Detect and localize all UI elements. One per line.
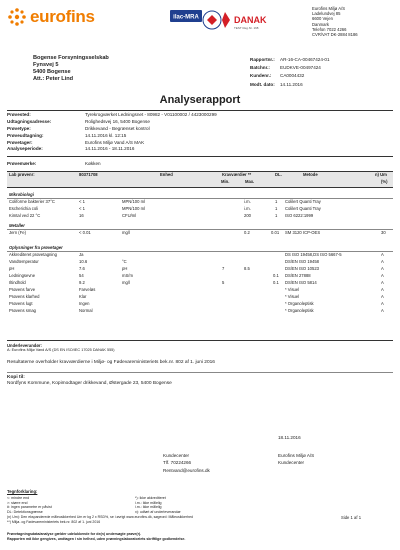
sample-info-label: Analyseperiode: bbox=[7, 146, 43, 152]
legend-item: >: større end bbox=[7, 500, 28, 505]
eurofins-logo-icon bbox=[6, 6, 28, 28]
cell-name: Iltindhold bbox=[9, 280, 26, 285]
sample-mark-value: Køkken bbox=[85, 161, 101, 166]
cell-value: 7.6 bbox=[79, 266, 85, 271]
legend-item: i.m.: ikke målelig bbox=[135, 500, 162, 505]
recipient-street: Fynsvej 5 bbox=[33, 62, 59, 68]
cell-unit: pH bbox=[122, 266, 128, 271]
cell-value: 9.2 bbox=[79, 280, 85, 285]
divider bbox=[7, 340, 393, 341]
eurofins-logo bbox=[6, 6, 95, 28]
table-header-row bbox=[7, 172, 393, 178]
header-limits: Kravværdier ** bbox=[222, 172, 252, 177]
meta-row-batch-no bbox=[250, 64, 400, 72]
sample-info-row bbox=[7, 146, 393, 153]
table-row bbox=[7, 287, 393, 293]
cell-name: Prøvens lugt bbox=[9, 301, 33, 306]
cell-um: 30 bbox=[381, 230, 386, 235]
sample-info-value: 14.11.2016 kl. 12:15 bbox=[85, 132, 127, 138]
cell-method: Colilert Quanti Tray bbox=[285, 206, 321, 211]
sample-info-value: Eurofins Miljø Vand A/S MAK bbox=[85, 139, 145, 145]
sample-info-label: Prøvetager: bbox=[7, 139, 33, 145]
cell-name: Coliforme bakterier 37°C bbox=[9, 199, 55, 204]
signature-signer-line: Kundecenter bbox=[278, 460, 305, 466]
address-line: CVR/VAT DK-2884 8186 bbox=[312, 32, 358, 38]
sample-info-value: Drikkevand - Begrænset kontrol bbox=[85, 125, 150, 131]
sample-info-value: Tyrekrogværket Ledningsnet - 80982 - V01100002 / 4423000299 bbox=[85, 112, 217, 117]
table-row bbox=[7, 252, 393, 258]
table-header-row-2 bbox=[7, 179, 393, 185]
cell-value: Ja bbox=[79, 252, 84, 257]
cell-name: pH bbox=[9, 266, 15, 271]
danak-sub-text: TEST Reg.Nr. 168 bbox=[234, 26, 259, 30]
table-row bbox=[7, 230, 393, 236]
legend-n-note: (n) Um): Den ekspanderede måleusikkerhed Um er kg 2 x RSD%, se i øvrigt www.eurofins.dk, søgeord: Måleusikkerhed bbox=[7, 515, 193, 519]
cell-value: 16 bbox=[79, 213, 84, 218]
sample-mark-label: Prøvemærke: bbox=[7, 161, 37, 166]
cell-value: < 0.01 bbox=[79, 230, 91, 235]
address-line: Danmark bbox=[312, 21, 329, 27]
sample-info-row bbox=[7, 126, 393, 133]
cell-value: < 1 bbox=[79, 199, 85, 204]
cell-unit: CFU/ml bbox=[122, 213, 137, 218]
cell-method: * Organoleptisk bbox=[285, 301, 314, 306]
cell-unit: mS/m bbox=[122, 273, 133, 278]
sample-info-row bbox=[7, 112, 393, 119]
section-title-text: Oplysninger fra prøvetager bbox=[9, 245, 63, 250]
meta-value: CA0004432 bbox=[280, 73, 305, 79]
header-max: Max. bbox=[245, 179, 255, 184]
cell-method: DS ISO 19458,DS ISO 5667-5 bbox=[285, 252, 342, 257]
meta-value: AR-16-CA-00467424-01 bbox=[280, 57, 330, 62]
sample-info-label: Udtagningsadresse: bbox=[7, 118, 52, 124]
header-lab-label: Lab prøvenr: bbox=[9, 172, 35, 177]
meta-row-report-no bbox=[250, 56, 400, 64]
table-row bbox=[7, 280, 393, 286]
table-row bbox=[7, 213, 393, 219]
cell-method: DS/EN ISO 19458 bbox=[285, 259, 319, 264]
sample-info bbox=[7, 112, 393, 153]
header-min: Min. bbox=[221, 179, 230, 184]
meta-label: Batchnr.: bbox=[250, 65, 270, 71]
signature-contact bbox=[163, 452, 210, 474]
meta-label: Modt. dato: bbox=[250, 81, 275, 87]
page-number: Side 1 af 1 bbox=[341, 515, 362, 520]
sample-info-label: Prøveudtagning: bbox=[7, 132, 44, 138]
eurofins-logo-text: eurofins bbox=[30, 7, 95, 26]
header-uncert-unit: (%) bbox=[381, 179, 388, 184]
cell-method: * Organoleptisk bbox=[285, 308, 314, 313]
cell-method: ISO 6222:1999 bbox=[285, 213, 314, 218]
cell-value: Ingen bbox=[79, 301, 90, 306]
divider bbox=[7, 187, 393, 188]
meta-row-customer-no bbox=[250, 72, 400, 80]
copy-title: Kopi til: bbox=[7, 375, 25, 380]
sample-info-row bbox=[7, 133, 393, 140]
legend-item: #: ingen parametre er påvist bbox=[7, 505, 52, 510]
cell-method: Colilert Quanti Tray bbox=[285, 199, 321, 204]
address-line: 6600 Vejen bbox=[312, 16, 333, 22]
cell-um: A bbox=[381, 287, 384, 292]
header-method: Metode bbox=[303, 172, 318, 177]
cell-max: i.m. bbox=[244, 199, 251, 204]
meta-label: Kundenr.: bbox=[250, 73, 272, 79]
cell-dl: 1 bbox=[275, 199, 278, 204]
subcontractor-text: A: Eurofins Miljø Vand A/S (DS EN ISO/IEC 17025 DANAK 555) bbox=[7, 348, 115, 353]
cell-name: Akkrediteret prøvetagning bbox=[9, 252, 57, 257]
table-row bbox=[7, 273, 393, 279]
cell-value: Klar bbox=[79, 294, 87, 299]
table-row bbox=[7, 199, 393, 205]
table-row bbox=[7, 266, 393, 272]
company-address bbox=[312, 6, 358, 37]
legend-item: *): ikke akkrediteret bbox=[135, 496, 166, 500]
legend-title: Tegnforklaring: bbox=[7, 489, 38, 494]
recipient-att: Att.: Peter Lind bbox=[33, 76, 74, 82]
cell-dl: 1 bbox=[275, 213, 278, 218]
cell-value: Normal bbox=[79, 308, 93, 313]
sample-mark-row bbox=[7, 161, 393, 168]
section-title-text: Mikrobiologi bbox=[9, 192, 34, 197]
signature-date: 18.11.2016 bbox=[278, 435, 301, 440]
accreditation-logos bbox=[170, 8, 270, 37]
cell-max: 0.2 bbox=[244, 230, 250, 235]
cell-um: A bbox=[381, 280, 384, 285]
cell-method: * Visuel bbox=[285, 287, 300, 292]
cell-value: 10.6 bbox=[79, 259, 88, 264]
sample-info-label: Prøvetype: bbox=[7, 125, 31, 131]
cell-name: Kimtal ved 22 °C bbox=[9, 213, 41, 218]
cell-value: Farveløs bbox=[79, 287, 96, 292]
address-line: Eurofins Miljø A/S bbox=[312, 6, 346, 11]
cell-value: < 1 bbox=[79, 206, 85, 211]
subcontractor-title: Underleverandør: bbox=[7, 343, 42, 348]
recipient-city: 5400 Bogense bbox=[33, 69, 71, 75]
legend-left bbox=[7, 496, 52, 514]
cell-um: A bbox=[381, 252, 384, 257]
cell-um: A bbox=[381, 259, 384, 264]
cell-name: Escherichia coli bbox=[9, 206, 39, 211]
cell-dl: 0.1 bbox=[273, 273, 279, 278]
cell-name: Vandtemperatur bbox=[9, 259, 39, 264]
address-line: Telefon 7022 4266 bbox=[312, 26, 347, 32]
divider bbox=[7, 110, 393, 111]
legend-item: DL: Detektionsgrænse bbox=[7, 509, 43, 514]
header-lab-value: 80371708 bbox=[79, 172, 98, 177]
table-row bbox=[7, 308, 393, 314]
legend-right bbox=[135, 496, 181, 514]
sample-info-value: Rolighedsvej 16, 5400 Bogense bbox=[85, 118, 150, 124]
legend-item: x): udført af underleverandør bbox=[135, 509, 181, 514]
footer-line: Prøvetagningsdata/analyse gælder udelukkende for de(n) undersøgte prøve(r). bbox=[7, 532, 142, 536]
cell-method: * Visuel bbox=[285, 294, 300, 299]
signature-signer-line: Eurofins Miljø A/S bbox=[278, 453, 315, 458]
cell-max: 8.5 bbox=[244, 266, 250, 271]
cell-unit: °C bbox=[122, 259, 127, 264]
meta-label: Rapportnr.: bbox=[250, 57, 275, 62]
header-uncert: n) Um bbox=[375, 172, 387, 177]
table-row bbox=[7, 301, 393, 307]
cell-dl: 0.1 bbox=[273, 280, 279, 285]
cell-value: 54 bbox=[79, 273, 84, 278]
cell-dl: 1 bbox=[275, 206, 278, 211]
cell-unit: mg/l bbox=[122, 280, 130, 285]
table-row bbox=[7, 294, 393, 300]
report-meta bbox=[250, 56, 400, 89]
cell-min: 5 bbox=[222, 280, 225, 285]
accreditation-icon bbox=[170, 8, 270, 32]
cell-name: Jern (Fe) bbox=[9, 230, 26, 235]
table-row bbox=[7, 259, 393, 265]
cell-max: i.m. bbox=[244, 206, 251, 211]
legend-k-note: **) Miljø- og Fødevareministeriets bek.nr. 802 af 1. juni 2016 bbox=[7, 519, 101, 524]
cell-method: SM 3120 ICP-OES bbox=[285, 230, 321, 235]
sample-info-row bbox=[7, 119, 393, 126]
cell-name: Prøvens smag bbox=[9, 308, 36, 313]
cell-um: A bbox=[381, 266, 384, 271]
sample-info-label: Prøvested: bbox=[7, 112, 31, 117]
legend-item: <: mindre end bbox=[7, 496, 30, 500]
cell-unit: MPN/100 ml bbox=[122, 206, 146, 211]
footer-line: Rapporten må ikke gengives, undtagen i sin helhed, uden prøvningslaboratoriets skriftlige godkendelse. bbox=[7, 536, 186, 541]
cell-um: A bbox=[381, 301, 384, 306]
cell-name: Prøvens farve bbox=[9, 287, 36, 292]
signature-contact-line: Kundecenter bbox=[163, 453, 190, 458]
cell-um: A bbox=[381, 273, 384, 278]
danak-mark-text: DANAK bbox=[234, 15, 267, 25]
footer bbox=[7, 532, 185, 542]
subcontractor-block bbox=[7, 343, 115, 353]
meta-value: EUDKVE-00497424 bbox=[280, 65, 321, 71]
section-title-text: Metaller bbox=[9, 223, 25, 228]
cell-name: Ledningsevne bbox=[9, 273, 36, 278]
report-title: Analyserapport bbox=[159, 94, 241, 106]
cell-method: DS/EN ISO 5814 bbox=[285, 280, 317, 285]
header-dl: DL. bbox=[275, 172, 282, 177]
copy-text: Nordfyns Kommune, Kopimodtager drikkevand, Østergade 23, 5400 Bogense bbox=[7, 381, 172, 386]
signature-contact-line: Rentvand@eurofins.dk bbox=[163, 467, 210, 473]
cell-um: A bbox=[381, 294, 384, 299]
cell-unit: MPN/100 ml bbox=[122, 199, 146, 204]
sample-info-value: 14.11.2016 - 18.11.2016 bbox=[85, 146, 135, 152]
cell-max: 200 bbox=[244, 213, 251, 218]
ilac-mark-text: ilac-MRA bbox=[173, 14, 199, 21]
cell-name: Prøvens klarhed bbox=[9, 294, 40, 299]
divider bbox=[7, 156, 393, 157]
cell-dl: 0.01 bbox=[271, 230, 280, 235]
copy-block bbox=[7, 375, 172, 387]
signature-signer bbox=[278, 452, 314, 467]
sample-info-row bbox=[7, 140, 393, 147]
meta-value: 14.11.2016 bbox=[280, 81, 303, 87]
signature-contact-line: Tlf. 70224266 bbox=[163, 460, 192, 466]
divider bbox=[7, 372, 393, 373]
recipient-name: Bogense Forsyningsselskab bbox=[33, 55, 109, 61]
recipient-block bbox=[33, 55, 109, 83]
cell-method: DS/EN 27888 bbox=[285, 273, 311, 278]
meta-row-received-date bbox=[250, 81, 400, 89]
cell-unit: mg/l bbox=[122, 230, 130, 235]
cell-method: DS/EN ISO 10523 bbox=[285, 266, 319, 271]
legend-notes bbox=[7, 515, 193, 524]
cell-um: A bbox=[381, 308, 384, 313]
header-unit: Enhed bbox=[160, 172, 173, 177]
table-row bbox=[7, 206, 393, 212]
address-line: Ladelundvej 85 bbox=[312, 11, 341, 17]
cell-min: 7 bbox=[222, 266, 225, 271]
result-statement: Resultaterne overholder kravværdierne i Miljø- og Fødevareministeriets bek.nr. 802 af 1. juni 2016 bbox=[7, 360, 215, 365]
legend-item: i.m.: ikke målelig bbox=[135, 505, 162, 510]
